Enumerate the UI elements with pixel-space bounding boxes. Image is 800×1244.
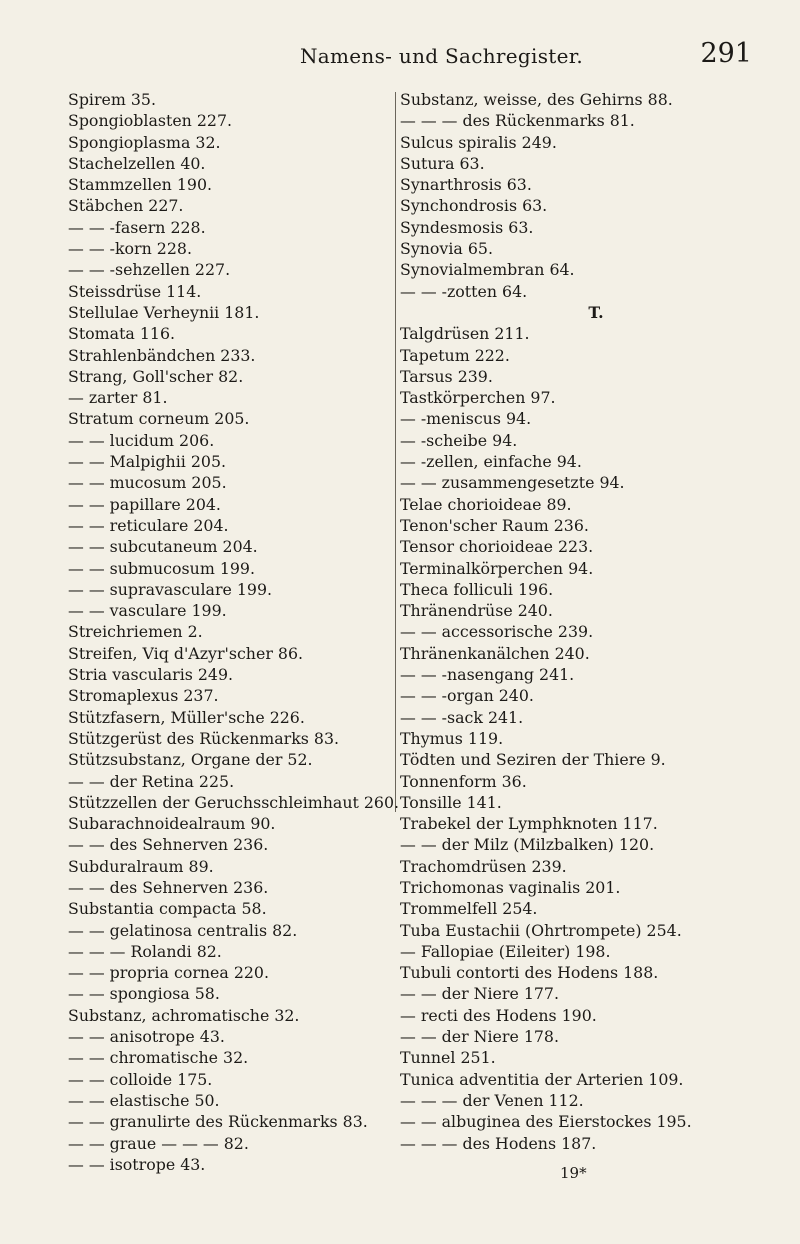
index-entry: Substanz, weisse, des Gehirns 88. xyxy=(400,90,673,109)
index-entry: Terminalkörperchen 94. xyxy=(400,558,594,578)
index-entry: — — der Niere 177. xyxy=(400,984,559,1004)
index-entry: Tapetum 222. xyxy=(400,345,510,365)
index-entry: — — — des Hodens 187. xyxy=(400,1133,597,1153)
index-entry: Streichriemen 2. xyxy=(68,622,203,642)
index-entry: — — papillare 204. xyxy=(68,494,221,514)
column-divider xyxy=(395,92,396,812)
index-entry: — — -korn 228. xyxy=(68,239,192,259)
index-entry: — — -sack 241. xyxy=(400,707,524,727)
section-letter: T. xyxy=(588,302,604,322)
index-entry: Tuba Eustachii (Ohrtrompete) 254. xyxy=(400,920,682,940)
index-entry: Stromaplexus 237. xyxy=(68,686,219,706)
index-entry: — — graue — — — 82. xyxy=(68,1133,249,1153)
index-entry: Trommelfell 254. xyxy=(400,899,538,919)
index-entry: — Fallopiae (Eileiter) 198. xyxy=(400,941,611,961)
index-entry: Synovialmembran 64. xyxy=(400,260,575,280)
index-entry: Talgdrüsen 211. xyxy=(400,324,530,344)
index-entry: Stachelzellen 40. xyxy=(68,153,206,173)
index-entry: — — — der Venen 112. xyxy=(400,1090,584,1110)
index-entry: Thränendrüse 240. xyxy=(400,601,553,621)
index-entry: Stria vascularis 249. xyxy=(68,665,234,685)
index-entry: Stützsubstanz, Organe der 52. xyxy=(68,750,313,770)
index-entry: Spirem 35. xyxy=(68,90,157,109)
index-entry: Tensor chorioideae 223. xyxy=(400,537,594,557)
index-entry: — — der Niere 178. xyxy=(400,1027,559,1047)
index-entry: — — accessorische 239. xyxy=(400,622,594,642)
index-entry: — — gelatinosa centralis 82. xyxy=(68,920,298,940)
index-entry: Stützgerüst des Rückenmarks 83. xyxy=(68,728,340,748)
index-entry: Stellulae Verheynii 181. xyxy=(68,302,260,322)
printer-signature: 19* xyxy=(560,1164,587,1182)
index-entry: Synovia 65. xyxy=(400,239,493,259)
index-entry: Tarsus 239. xyxy=(400,366,493,386)
index-entry: Thymus 119. xyxy=(400,728,504,748)
index-entry: Streifen, Viq d'Azyr'scher 86. xyxy=(68,643,304,663)
index-entry: — — mucosum 205. xyxy=(68,473,227,493)
running-title: Namens- und Sachregister. xyxy=(300,44,584,68)
index-entry: — — zusammengesetzte 94. xyxy=(400,473,625,493)
index-entry: — — des Sehnerven 236. xyxy=(68,835,269,855)
page-number: 291 xyxy=(700,38,752,69)
index-entry: Stützfasern, Müller'sche 226. xyxy=(68,707,305,727)
index-entry: — — subcutaneum 204. xyxy=(68,537,258,557)
index-entry: Telae chorioideae 89. xyxy=(400,494,572,514)
index-column-right xyxy=(400,89,760,1154)
index-entry: — — -organ 240. xyxy=(400,686,534,706)
index-entry: — — supravasculare 199. xyxy=(68,579,273,599)
index-entry: Subarachnoidealraum 90. xyxy=(68,814,276,834)
index-entry: Stützzellen der Geruchsschleimhaut 260. xyxy=(68,792,400,812)
index-entry: Tonsille 141. xyxy=(400,792,502,812)
index-entry: Stomata 116. xyxy=(68,324,176,344)
index-entry: — recti des Hodens 190. xyxy=(400,1005,597,1025)
index-entry: — — — des Rückenmarks 81. xyxy=(400,111,635,131)
index-entry: — — isotrope 43. xyxy=(68,1154,206,1174)
index-entry: — — colloide 175. xyxy=(68,1069,213,1089)
index-entry: Tonnenform 36. xyxy=(400,771,527,791)
index-entry: — — albuginea des Eierstockes 195. xyxy=(400,1112,692,1132)
index-entry: — — elastische 50. xyxy=(68,1090,220,1110)
index-entry: — — — Rolandi 82. xyxy=(68,941,222,961)
index-entry: — — reticulare 204. xyxy=(68,515,229,535)
index-entry: Strahlenbändchen 233. xyxy=(68,345,256,365)
index-entry: Trachomdrüsen 239. xyxy=(400,856,567,876)
index-entry: — — granulirte des Rückenmarks 83. xyxy=(68,1112,368,1132)
index-entry: — — anisotrope 43. xyxy=(68,1027,225,1047)
index-entry: Syndesmosis 63. xyxy=(400,217,534,237)
index-entry: — — vasculare 199. xyxy=(68,601,227,621)
index-entry: Thränenkanälchen 240. xyxy=(400,643,590,663)
index-entry: — — lucidum 206. xyxy=(68,430,215,450)
index-entry: Spongioplasma 32. xyxy=(68,132,221,152)
index-entry: Trichomonas vaginalis 201. xyxy=(400,877,621,897)
index-entry: — zarter 81. xyxy=(68,388,168,408)
index-entry: Stammzellen 190. xyxy=(68,175,213,195)
index-entry: — — -sehzellen 227. xyxy=(68,260,231,280)
index-entry: — -meniscus 94. xyxy=(400,409,532,429)
index-entry: — — -zotten 64. xyxy=(400,281,528,301)
index-entry: Substantia compacta 58. xyxy=(68,899,267,919)
index-entry: Sutura 63. xyxy=(400,153,485,173)
index-entry: Steissdrüse 114. xyxy=(68,281,202,301)
index-entry: Substanz, achromatische 32. xyxy=(68,1005,300,1025)
index-entry: Strang, Goll'scher 82. xyxy=(68,366,244,386)
index-entry: Tenon'scher Raum 236. xyxy=(400,515,589,535)
index-entry: — — der Retina 225. xyxy=(68,771,235,791)
page-header xyxy=(0,38,800,84)
index-entry: Synchondrosis 63. xyxy=(400,196,548,216)
index-entry: — — -nasengang 241. xyxy=(400,665,575,685)
index-entry: — — -fasern 228. xyxy=(68,217,206,237)
index-entry: Subduralraum 89. xyxy=(68,856,214,876)
index-entry: Tödten und Seziren der Thiere 9. xyxy=(400,750,666,770)
index-entry: Spongioblasten 227. xyxy=(68,111,233,131)
index-column-left xyxy=(68,89,400,1175)
index-entry: — — submucosum 199. xyxy=(68,558,255,578)
index-entry: Trabekel der Lymphknoten 117. xyxy=(400,814,658,834)
index-entry: Sulcus spiralis 249. xyxy=(400,132,557,152)
index-entry: — — chromatische 32. xyxy=(68,1048,249,1068)
index-entry: — -zellen, einfache 94. xyxy=(400,452,582,472)
index-entry: Tubuli contorti des Hodens 188. xyxy=(400,963,659,983)
index-entry: Stratum corneum 205. xyxy=(68,409,250,429)
index-entry: Synarthrosis 63. xyxy=(400,175,532,195)
index-entry: — — der Milz (Milzbalken) 120. xyxy=(400,835,655,855)
index-entry: Theca folliculi 196. xyxy=(400,579,554,599)
index-entry: Tunnel 251. xyxy=(400,1048,496,1068)
index-entry: — — Malpighii 205. xyxy=(68,452,227,472)
index-entry: Tastkörperchen 97. xyxy=(400,388,556,408)
index-entry: Tunica adventitia der Arterien 109. xyxy=(400,1069,684,1089)
index-entry: — -scheibe 94. xyxy=(400,430,518,450)
index-entry: — — spongiosa 58. xyxy=(68,984,220,1004)
index-entry: — — des Sehnerven 236. xyxy=(68,877,269,897)
index-entry: Stäbchen 227. xyxy=(68,196,184,216)
index-entry: — — propria cornea 220. xyxy=(68,963,270,983)
